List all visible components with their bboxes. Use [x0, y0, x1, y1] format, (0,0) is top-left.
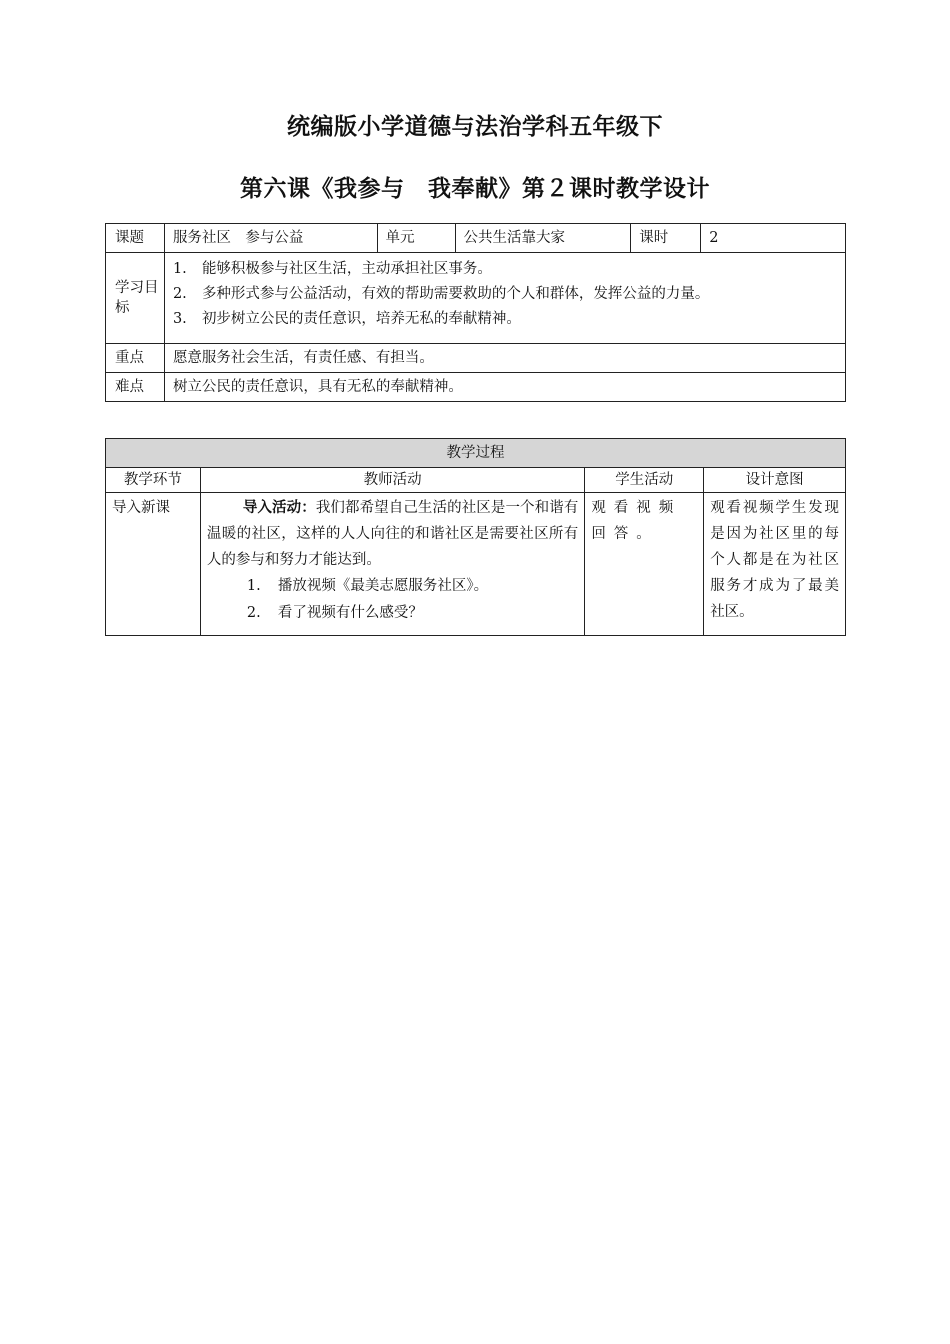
header-student-activity: 学生活动 [585, 468, 704, 493]
teacher-step [207, 573, 578, 600]
teaching-process-table [105, 438, 846, 636]
document-title: 统编版小学道德与法治学科五年级下 [287, 113, 663, 140]
teacher-step [207, 600, 578, 627]
stage-cell: 导入新课 [106, 493, 201, 636]
goal-number: 3. [172, 311, 187, 327]
period-label: 课时 [631, 224, 701, 253]
process-caption-row [106, 439, 846, 468]
goals-label [106, 253, 165, 344]
difficulty-value: 树立公民的责任意识，具有无私的奉献精神。 [164, 373, 845, 402]
unit-value: 公共生活靠大家 [455, 224, 631, 253]
lesson-title: 第六课《我参与 我奉献》第２课时教学设计 [240, 175, 710, 202]
process-header-row [106, 468, 846, 493]
teacher-intro-lead: 导入活动： [242, 499, 316, 516]
teacher-intro-text: 我们都希望自己生活的社区是一个和谐有温暖的社区，这样的人人向往的和谐社区是需要社区所有人的参与和努力才能达到。 [206, 500, 579, 568]
key-point-row [106, 344, 846, 373]
process-caption: 教学过程 [106, 439, 846, 468]
step-number: 1. [246, 578, 261, 594]
goals-label-text: 学习目标 [115, 280, 159, 316]
topic-value: 服务社区 参与公益 [164, 224, 377, 253]
period-value: 2 [701, 224, 846, 253]
process-row [106, 493, 846, 636]
step-text: 播放视频《最美志愿服务社区》。 [277, 578, 489, 594]
goal-item [173, 282, 837, 307]
topic-row [106, 224, 846, 253]
unit-label: 单元 [377, 224, 455, 253]
teacher-intro [207, 495, 578, 573]
key-point-label: 重点 [106, 344, 165, 373]
goal-text: 能够积极参与社区生活，主动承担社区事务。 [201, 261, 492, 277]
student-activity-text: 观看视频回答。 [591, 500, 682, 542]
difficulty-row [106, 373, 846, 402]
goal-item [173, 257, 837, 282]
header-stage: 教学环节 [106, 468, 201, 493]
goal-number: 1. [172, 261, 187, 277]
goals-list [164, 253, 845, 344]
goal-text: 多种形式参与公益活动，有效的帮助需要救助的个人和群体，发挥公益的力量。 [201, 286, 710, 302]
header-teacher-activity: 教师活动 [200, 468, 584, 493]
header-design-intent: 设计意图 [704, 468, 846, 493]
goal-number: 2. [172, 286, 187, 302]
step-number: 2. [246, 605, 261, 621]
topic-label: 课题 [106, 224, 165, 253]
design-intent-cell: 观看视频学生发现是因为社区里的每个人都是在为社区服务才成为了最美社区。 [704, 493, 846, 636]
student-activity-cell [585, 493, 704, 636]
goals-row [106, 253, 846, 344]
key-point-value: 愿意服务社会生活，有责任感、有担当。 [164, 344, 845, 373]
teacher-activity-cell [200, 493, 584, 636]
goal-item [173, 307, 837, 332]
lesson-info-table [105, 223, 846, 402]
difficulty-label: 难点 [106, 373, 165, 402]
step-text: 看了视频有什么感受？ [277, 605, 423, 621]
goal-text: 初步树立公民的责任意识，培养无私的奉献精神。 [201, 311, 521, 327]
